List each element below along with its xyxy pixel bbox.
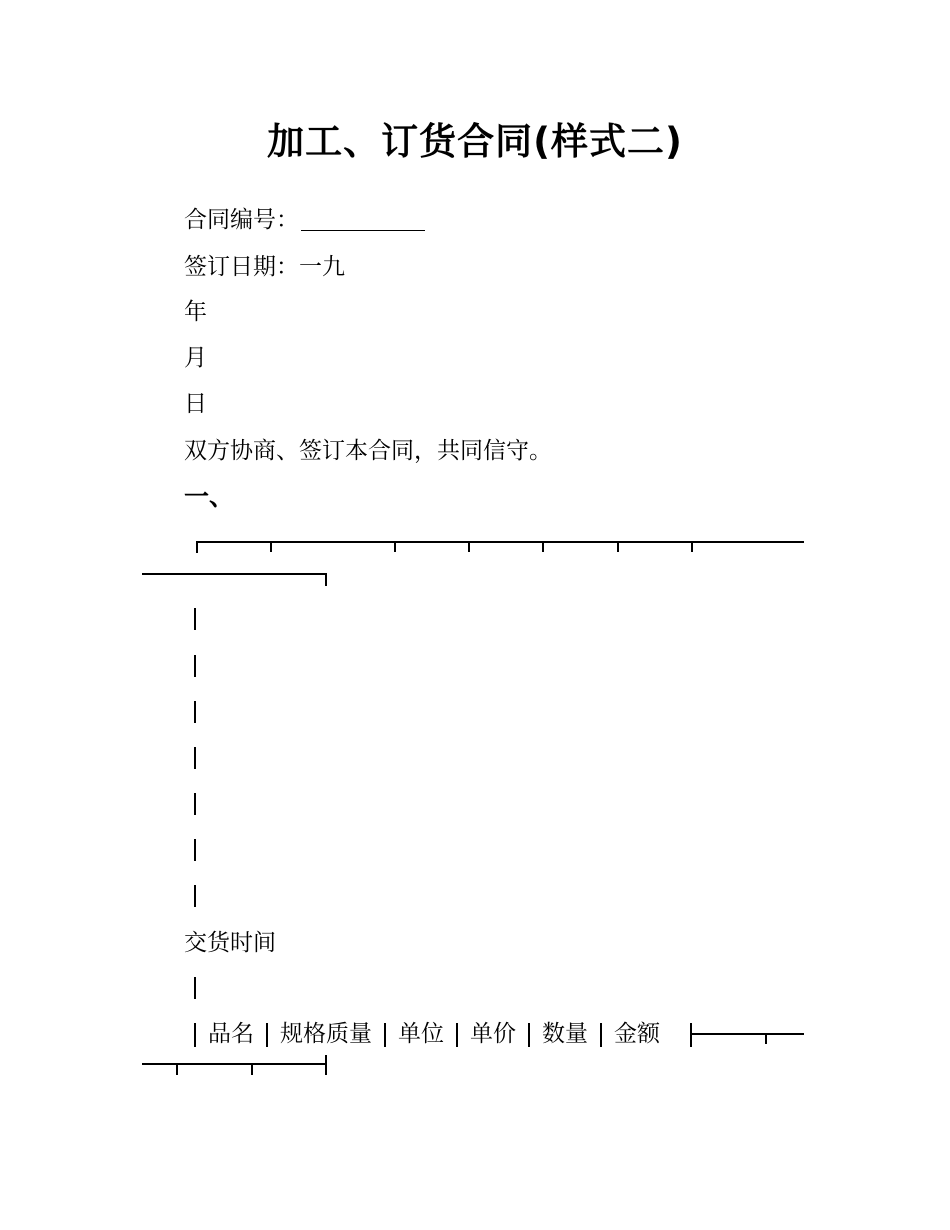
- table-left-border-segment: [194, 977, 196, 999]
- header-cell-quantity: 数量: [528, 1023, 600, 1047]
- contract-title: 加工、订货合同(样式二): [267, 120, 683, 163]
- delivery-time-label: 交货时间: [184, 930, 276, 956]
- header-cell-unit: 单位: [384, 1023, 456, 1047]
- contract-number-line: [184, 205, 425, 235]
- day-label: 日: [184, 391, 207, 417]
- intro-paragraph: 双方协商、签订本合同，共同信守。: [184, 438, 552, 464]
- header-cell-amount: 金额: [600, 1023, 672, 1047]
- header-cell-name: 品名: [194, 1023, 266, 1047]
- contract-number-label: 合同编号：: [184, 207, 299, 233]
- table-header-row: [194, 1020, 672, 1050]
- section-one-heading: 一、: [184, 482, 235, 511]
- header-cell-price: 单价: [456, 1023, 528, 1047]
- year-label: 年: [184, 299, 207, 325]
- header-cell-spec: 规格质量: [266, 1023, 384, 1047]
- contract-number-blank: [301, 208, 425, 231]
- sign-date-label: 签订日期：一九: [184, 254, 345, 280]
- month-label: 月: [184, 345, 207, 371]
